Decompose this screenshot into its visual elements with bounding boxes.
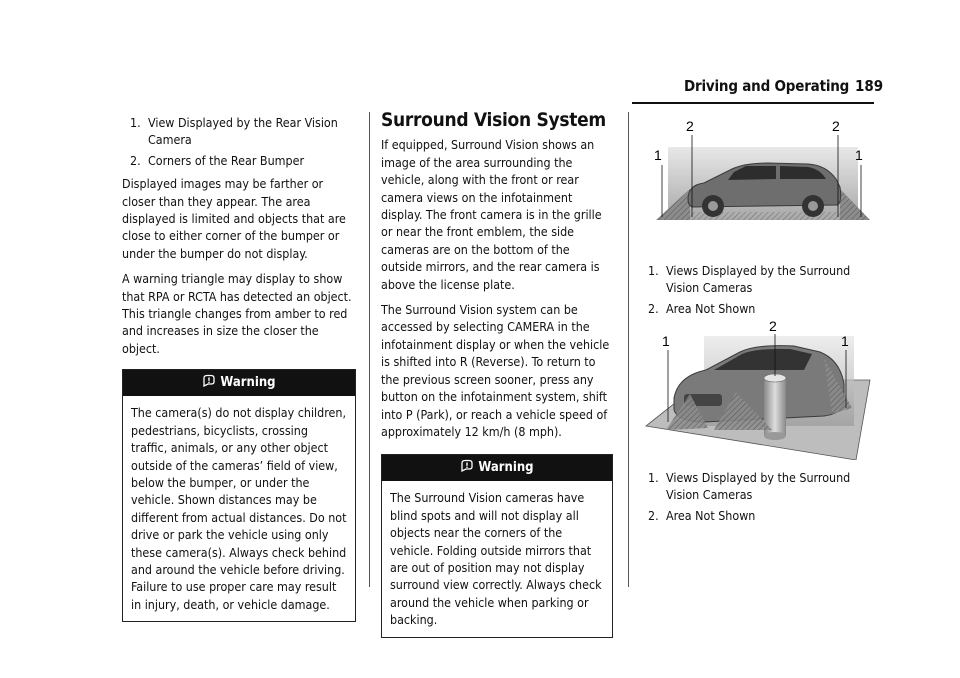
callout-label: 2	[769, 318, 777, 334]
warning-text: The camera(s) do not display children, pedestrians, bicyclists, crossing traffic, animals, or any other object outside of the cameras’ field of view, below the bumper, or under the vehicle. Shown distances may be different from actual distances. Do not drive or park the vehicle using only these camera(s). Always check behind and around the vehicle before driving. Failure to use proper care may result in injury, death, or vehicle damage.	[131, 405, 347, 612]
paragraph: The Surround Vision system can be accessed by selecting CAMERA in the infotainment display or when the vehicle is shifted into R (Reverse). To return to the previous screen sooner, press any button on the infotainment system, shift into P (Park), or reach a vehicle speed of approximately 12 km/h (8 mph).	[381, 302, 610, 439]
warning-icon	[460, 459, 474, 473]
section-title: Driving and Operating	[684, 77, 850, 95]
paragraph: Displayed images may be farther or closer than they appear. The area displayed is limited and objects that are close to either corner of the bumper or under the bumper do not display.	[122, 176, 346, 261]
callout-label: 1	[841, 333, 849, 349]
wheel-hub	[708, 201, 718, 211]
rear-camera-list	[122, 114, 356, 169]
column-divider	[628, 112, 629, 587]
callout-label: 2	[832, 118, 840, 134]
blind-spot-cylinder-base	[764, 432, 786, 440]
surround-side-view-figure	[648, 117, 874, 225]
middle-column	[381, 109, 613, 638]
paragraph: If equipped, Surround Vision shows an image of the area surrounding the vehicle, along with the front or rear camera views on the infotainment display. The front camera is in the grille or near the front emblem, the side cameras are on the bottom of the outside mirrors, and the rear camera is above the license plate.	[381, 137, 602, 292]
callout-label: 1	[662, 333, 670, 349]
surround-camera-list	[640, 262, 870, 317]
surround-camera-list	[640, 469, 870, 524]
left-column	[122, 114, 356, 622]
list-item: 2. Corners of the Rear Bumper	[130, 152, 305, 168]
list-item: 2. Area Not Shown	[648, 300, 756, 316]
page-header	[0, 77, 960, 107]
warning-icon	[202, 374, 216, 388]
surround-perspective-figure	[644, 318, 874, 460]
column-divider	[369, 112, 370, 587]
list-item: 2. Area Not Shown	[648, 507, 756, 523]
page-number: 189	[855, 77, 884, 95]
list-item: 1. Views Displayed by the Surround Vision Cameras	[648, 470, 851, 503]
warning-header: Warning	[123, 370, 355, 396]
figure1-legend	[640, 262, 870, 323]
list-item: 1. View Displayed by the Rear Vision Camera	[130, 115, 338, 148]
wheel-hub	[808, 201, 818, 211]
paragraph: A warning triangle may display to show that RPA or RCTA has detected an object. This triangle changes from amber to red and increases in size the closer the object.	[122, 271, 352, 356]
header-rule	[632, 102, 874, 104]
warning-box	[122, 369, 356, 622]
warning-header: Warning	[382, 455, 612, 481]
callout-label: 1	[654, 147, 662, 163]
warning-box	[381, 454, 613, 637]
section-heading: Surround Vision System	[381, 109, 606, 131]
callout-label: 2	[686, 118, 694, 134]
list-item: 1. Views Displayed by the Surround Vision Cameras	[648, 263, 851, 296]
callout-label: 1	[855, 147, 863, 163]
warning-text: The Surround Vision cameras have blind spots and will not display all objects near the corners of the vehicle. Folding outside mirrors that are out of position may not display surround view correctly. Always check around the vehicle when parking or backing.	[390, 490, 602, 628]
figure2-legend	[640, 469, 870, 530]
